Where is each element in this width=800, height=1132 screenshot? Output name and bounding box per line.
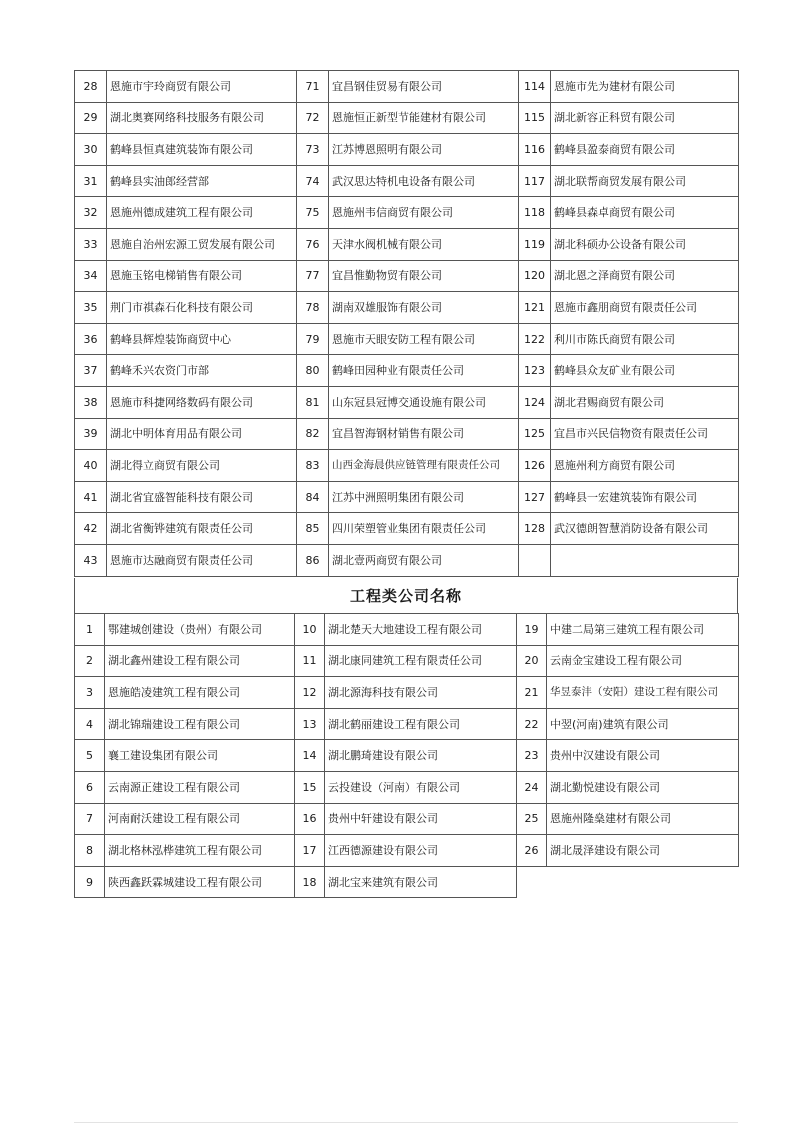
company-name: 湖北中明体育用品有限公司	[107, 418, 297, 450]
company-name: 鹤峰县恒真建筑装饰有限公司	[107, 134, 297, 166]
row-number: 37	[75, 355, 107, 387]
row-number: 118	[519, 197, 551, 229]
row-number: 28	[75, 71, 107, 103]
row-number: 16	[295, 803, 325, 835]
company-name: 湖北锦瑞建设工程有限公司	[105, 708, 295, 740]
company-name: 湖北省衡铧建筑有限责任公司	[107, 513, 297, 545]
table-row	[517, 677, 739, 709]
table-row	[517, 740, 739, 772]
company-name: 恩施玉铭电梯销售有限公司	[107, 260, 297, 292]
row-number: 38	[75, 386, 107, 418]
company-name: 荆门市祺森石化科技有限公司	[107, 292, 297, 324]
row-number: 41	[75, 481, 107, 513]
company-name	[551, 544, 739, 576]
row-number: 42	[75, 513, 107, 545]
table-row	[75, 197, 739, 229]
row-number	[519, 544, 551, 576]
row-number: 30	[75, 134, 107, 166]
company-name: 恩施州隆燊建材有限公司	[547, 803, 739, 835]
table-row	[75, 513, 739, 545]
row-number: 76	[297, 228, 329, 260]
row-number: 86	[297, 544, 329, 576]
row-number: 9	[75, 866, 105, 898]
company-name: 恩施自治州宏源工贸发展有限公司	[107, 228, 297, 260]
table-row	[75, 71, 739, 103]
row-number: 117	[519, 165, 551, 197]
company-name: 江苏博恩照明有限公司	[329, 134, 519, 166]
table-row	[75, 134, 739, 166]
row-number: 43	[75, 544, 107, 576]
company-name: 云南金宝建设工程有限公司	[547, 645, 739, 677]
table-row	[75, 481, 739, 513]
row-number: 78	[297, 292, 329, 324]
company-name: 恩施市天眼安防工程有限公司	[329, 323, 519, 355]
company-name: 陕西鑫跃霖城建设工程有限公司	[105, 866, 295, 898]
table-row	[75, 803, 517, 835]
company-name: 鹤峰县一宏建筑装饰有限公司	[551, 481, 739, 513]
table-row	[75, 544, 739, 576]
table-row	[517, 645, 739, 677]
row-number: 22	[517, 708, 547, 740]
company-name: 华昱泰沣（安阳）建设工程有限公司	[547, 677, 739, 709]
company-name: 鹤峰县众友矿业有限公司	[551, 355, 739, 387]
row-number: 25	[517, 803, 547, 835]
row-number: 71	[297, 71, 329, 103]
table-row	[517, 771, 739, 803]
company-name: 鹤峰县辉煌装饰商贸中心	[107, 323, 297, 355]
row-number: 36	[75, 323, 107, 355]
company-name: 襄工建设集团有限公司	[105, 740, 295, 772]
row-number: 7	[75, 803, 105, 835]
company-name: 四川荣塑管业集团有限责任公司	[329, 513, 519, 545]
row-number: 80	[297, 355, 329, 387]
row-number: 124	[519, 386, 551, 418]
table-row	[517, 803, 739, 835]
row-number: 29	[75, 102, 107, 134]
table-row	[75, 740, 517, 772]
company-name: 湖北恩之泽商贸有限公司	[551, 260, 739, 292]
table-row	[75, 260, 739, 292]
table-row	[75, 614, 517, 646]
row-number: 24	[517, 771, 547, 803]
row-number: 123	[519, 355, 551, 387]
row-number: 34	[75, 260, 107, 292]
company-name: 贵州中汉建设有限公司	[547, 740, 739, 772]
row-number: 127	[519, 481, 551, 513]
company-name: 鹤峰县实油郎经营部	[107, 165, 297, 197]
company-name: 云投建设（河南）有限公司	[325, 771, 517, 803]
company-name: 湖北康同建筑工程有限责任公司	[325, 645, 517, 677]
company-name: 云南源正建设工程有限公司	[105, 771, 295, 803]
row-number: 128	[519, 513, 551, 545]
row-number: 74	[297, 165, 329, 197]
row-number: 116	[519, 134, 551, 166]
company-name: 鹤峰禾兴农资门市部	[107, 355, 297, 387]
row-number: 114	[519, 71, 551, 103]
company-name: 河南耐沃建设工程有限公司	[105, 803, 295, 835]
row-number: 75	[297, 197, 329, 229]
row-number: 39	[75, 418, 107, 450]
company-name: 湖北鑫州建设工程有限公司	[105, 645, 295, 677]
table-row	[75, 418, 739, 450]
row-number: 81	[297, 386, 329, 418]
company-name: 湖北鹤丽建设工程有限公司	[325, 708, 517, 740]
row-number: 12	[295, 677, 325, 709]
table-row	[517, 708, 739, 740]
row-number: 40	[75, 450, 107, 482]
company-name: 鄂建城创建设（贵州）有限公司	[105, 614, 295, 646]
row-number: 4	[75, 708, 105, 740]
company-name: 湖北宝来建筑有限公司	[325, 866, 517, 898]
row-number: 1	[75, 614, 105, 646]
company-name: 湖北晟泽建设有限公司	[547, 835, 739, 867]
company-name: 鹤峰县森卓商贸有限公司	[551, 197, 739, 229]
section-title: 工程类公司名称	[349, 587, 462, 605]
row-number: 79	[297, 323, 329, 355]
company-name: 恩施市达融商贸有限责任公司	[107, 544, 297, 576]
table-row	[75, 228, 739, 260]
row-number: 21	[517, 677, 547, 709]
row-number: 10	[295, 614, 325, 646]
row-number: 19	[517, 614, 547, 646]
table-row	[75, 645, 517, 677]
row-number: 122	[519, 323, 551, 355]
row-number: 23	[517, 740, 547, 772]
table-row	[75, 866, 517, 898]
row-number: 13	[295, 708, 325, 740]
table-row	[517, 614, 739, 646]
company-name: 天津水阀机械有限公司	[329, 228, 519, 260]
row-number: 33	[75, 228, 107, 260]
row-number: 3	[75, 677, 105, 709]
company-name: 武汉德朗智慧消防设备有限公司	[551, 513, 739, 545]
table-row	[75, 323, 739, 355]
row-number: 84	[297, 481, 329, 513]
company-name: 恩施市宇玲商贸有限公司	[107, 71, 297, 103]
company-name: 湖北楚天大地建设工程有限公司	[325, 614, 517, 646]
table-row	[75, 386, 739, 418]
row-number: 121	[519, 292, 551, 324]
company-name: 贵州中轩建设有限公司	[325, 803, 517, 835]
company-name: 恩施州韦信商贸有限公司	[329, 197, 519, 229]
company-name: 江西德源建设有限公司	[325, 835, 517, 867]
row-number: 18	[295, 866, 325, 898]
company-name: 湖北格林泓桦建筑工程有限公司	[105, 835, 295, 867]
company-name: 中建二局第三建筑工程有限公司	[547, 614, 739, 646]
company-name: 湖北鹏琦建设有限公司	[325, 740, 517, 772]
engineering-company-table	[74, 613, 517, 898]
company-name: 宜昌惟勤物贸有限公司	[329, 260, 519, 292]
company-name: 湖北新容正科贸有限公司	[551, 102, 739, 134]
row-number: 119	[519, 228, 551, 260]
company-name: 恩施州利方商贸有限公司	[551, 450, 739, 482]
company-name: 恩施市科捷网络数码有限公司	[107, 386, 297, 418]
table-row	[75, 102, 739, 134]
row-number: 14	[295, 740, 325, 772]
company-name: 宜昌钢佳贸易有限公司	[329, 71, 519, 103]
company-name: 湖北联帮商贸发展有限公司	[551, 165, 739, 197]
row-number: 115	[519, 102, 551, 134]
table-row	[75, 450, 739, 482]
company-name: 恩施市鑫朋商贸有限责任公司	[551, 292, 739, 324]
table-row	[75, 835, 517, 867]
row-number: 31	[75, 165, 107, 197]
company-name: 江苏中洲照明集团有限公司	[329, 481, 519, 513]
row-number: 72	[297, 102, 329, 134]
company-name: 湖南双雄服饰有限公司	[329, 292, 519, 324]
row-number: 120	[519, 260, 551, 292]
table-row	[75, 677, 517, 709]
company-name: 恩施州德成建筑工程有限公司	[107, 197, 297, 229]
engineering-company-table-third-column	[516, 613, 739, 867]
row-number: 15	[295, 771, 325, 803]
row-number: 83	[297, 450, 329, 482]
table-row	[75, 771, 517, 803]
table-row	[75, 292, 739, 324]
company-name: 武汉思达特机电设备有限公司	[329, 165, 519, 197]
row-number: 5	[75, 740, 105, 772]
company-name: 鹤峰县盈泰商贸有限公司	[551, 134, 739, 166]
company-name: 宜昌市兴民信物资有限责任公司	[551, 418, 739, 450]
company-name: 中翌(河南)建筑有限公司	[547, 708, 739, 740]
row-number: 82	[297, 418, 329, 450]
row-number: 8	[75, 835, 105, 867]
row-number: 17	[295, 835, 325, 867]
company-name: 湖北得立商贸有限公司	[107, 450, 297, 482]
row-number: 32	[75, 197, 107, 229]
company-name: 山东冠县冠博交通设施有限公司	[329, 386, 519, 418]
row-number: 35	[75, 292, 107, 324]
row-number: 11	[295, 645, 325, 677]
company-name: 湖北省宜盛智能科技有限公司	[107, 481, 297, 513]
row-number: 125	[519, 418, 551, 450]
company-name: 宜昌智海钢材销售有限公司	[329, 418, 519, 450]
table-row	[75, 355, 739, 387]
company-name: 恩施市先为建材有限公司	[551, 71, 739, 103]
table-row	[75, 708, 517, 740]
company-name: 恩施恒正新型节能建材有限公司	[329, 102, 519, 134]
page-bottom-rule	[74, 1122, 738, 1123]
table-row	[75, 165, 739, 197]
company-name: 恩施皓凌建筑工程有限公司	[105, 677, 295, 709]
trade-company-table	[74, 70, 739, 577]
company-name: 湖北奥赛网络科技服务有限公司	[107, 102, 297, 134]
row-number: 2	[75, 645, 105, 677]
row-number: 126	[519, 450, 551, 482]
engineering-section-header	[74, 578, 738, 613]
company-name: 湖北勤悦建设有限公司	[547, 771, 739, 803]
row-number: 26	[517, 835, 547, 867]
table-row	[517, 835, 739, 867]
row-number: 73	[297, 134, 329, 166]
row-number: 77	[297, 260, 329, 292]
company-name: 湖北源海科技有限公司	[325, 677, 517, 709]
company-name: 利川市陈氏商贸有限公司	[551, 323, 739, 355]
row-number: 85	[297, 513, 329, 545]
row-number: 6	[75, 771, 105, 803]
row-number: 20	[517, 645, 547, 677]
company-name: 湖北科硕办公设备有限公司	[551, 228, 739, 260]
company-name: 湖北君赐商贸有限公司	[551, 386, 739, 418]
company-name: 鹤峰田园种业有限责任公司	[329, 355, 519, 387]
company-name: 山西金海晨供应链管理有限责任公司	[329, 450, 519, 482]
company-name: 湖北壹两商贸有限公司	[329, 544, 519, 576]
